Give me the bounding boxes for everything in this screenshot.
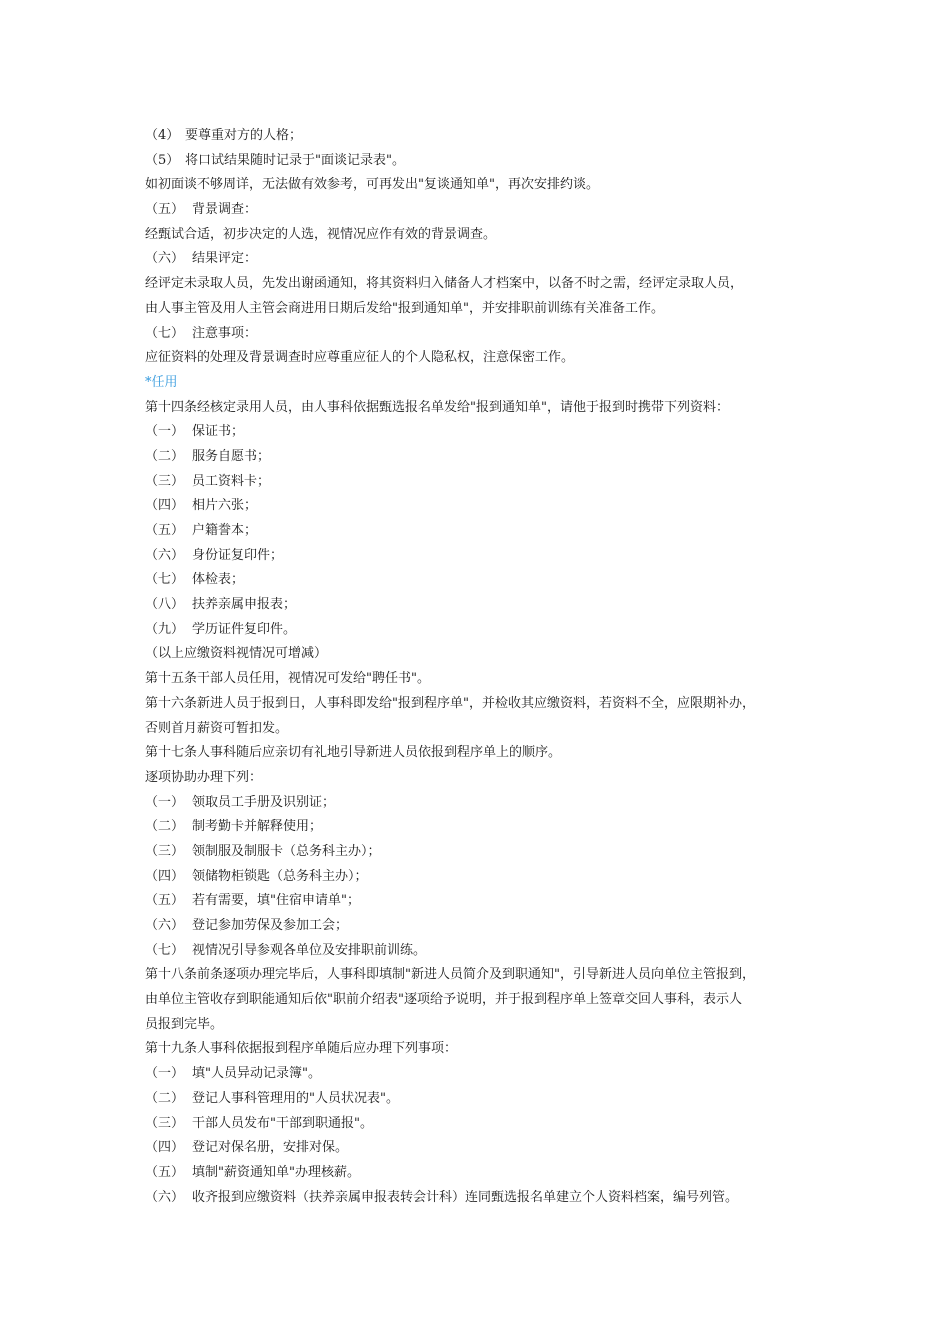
- list-item-text: 填"人员异动记录簿"。: [192, 1066, 321, 1082]
- list-item: [145, 1062, 825, 1087]
- list-item: [145, 124, 825, 149]
- list-item-text: 服务自愿书；: [192, 448, 271, 464]
- list-item-text: 要尊重对方的人格；: [185, 128, 303, 143]
- list-item-text: 注意事项：: [192, 325, 258, 341]
- list-item-number: （二）: [145, 1090, 185, 1106]
- list-item-number: （七）: [145, 942, 185, 958]
- list-item-number: （一）: [145, 424, 185, 440]
- paragraph-line: 第十四条经核定录用人员，由人事科依据甄选报名单发给"报到通知单"，请他于报到时携带下列资料：: [145, 399, 729, 415]
- list-item: [145, 568, 825, 593]
- document-body: [145, 124, 825, 1210]
- list-item-text: 户籍誊本；: [192, 523, 258, 538]
- list-item-number: （八）: [145, 597, 185, 613]
- list-item: [145, 470, 825, 495]
- list-item: [145, 840, 825, 865]
- list-item: [145, 198, 825, 223]
- paragraph-line: 员报到完毕。: [145, 1016, 224, 1032]
- list-item-number: （五）: [145, 202, 185, 218]
- list-item-text: 视情况引导参观各单位及安排职前训练。: [192, 942, 427, 958]
- list-item-text: 干部人员发布"干部到职通报"。: [192, 1115, 373, 1131]
- paragraph-line: 经甄试合适，初步决定的人选，视情况应作有效的背景调查。: [145, 226, 497, 242]
- list-item-text: 制考勤卡并解释使用；: [192, 819, 323, 835]
- list-item-text: 登记参加劳保及参加工会；: [192, 918, 349, 933]
- list-item-text: 相片六张；: [192, 498, 258, 514]
- list-item-number: （六）: [145, 918, 185, 933]
- list-item-number: （七）: [145, 572, 185, 588]
- list-item-number: （三）: [145, 473, 185, 489]
- list-item: [145, 914, 825, 939]
- list-item: [145, 519, 825, 544]
- list-item: [145, 322, 825, 347]
- list-item-number: （五）: [145, 893, 185, 909]
- list-item: [145, 865, 825, 890]
- list-item: [145, 1112, 825, 1137]
- list-item: [145, 593, 825, 618]
- list-item: [145, 618, 825, 643]
- list-item-number: （六）: [145, 251, 185, 267]
- paragraph-line: 第十六条新进人员于报到日，人事科即发给"报到程序单"，并检收其应缴资料，若资料不全，应限期补办，: [145, 695, 755, 711]
- paragraph-line: 由人事主管及用人主管会商进用日期后发给"报到通知单"，并安排职前训练有关准备工作。: [145, 300, 664, 316]
- list-item-text: 填制"薪资通知单"办理核薪。: [192, 1164, 360, 1180]
- section-heading: *任用: [145, 374, 178, 390]
- paragraph-line: 如初面谈不够周详，无法做有效参考，可再发出"复谈通知单"，再次安排约谈。: [145, 177, 599, 193]
- paragraph-line: （以上应缴资料视情况可增减）: [145, 646, 328, 662]
- list-item: [145, 445, 825, 470]
- list-item-number: （4）: [145, 128, 180, 143]
- paragraph-line: 第十五条干部人员任用，视情况可发给"聘任书"。: [145, 671, 430, 687]
- list-item-number: （四）: [145, 498, 185, 514]
- paragraph-line: 由单位主管收存到职能通知后依"职前介绍表"逐项给予说明，并于报到程序单上签章交回人事科，表示人: [145, 992, 742, 1008]
- list-item-text: 登记对保名册，安排对保。: [192, 1140, 349, 1156]
- list-item-number: （二）: [145, 448, 185, 464]
- list-item-text: 保证书；: [192, 424, 245, 440]
- list-item-number: （六）: [145, 547, 185, 563]
- paragraph-line: 逐项协助办理下列：: [145, 769, 263, 785]
- paragraph-line: 第十八条前条逐项办理完毕后，人事科即填制"新进人员简介及到职通知"，引导新进人员向单位主管报到，: [145, 967, 755, 983]
- list-item-number: （六）: [145, 1189, 185, 1205]
- list-item-number: （二）: [145, 819, 185, 835]
- list-item-number: （一）: [145, 1066, 185, 1082]
- list-item: [145, 1161, 825, 1186]
- list-item-number: （九）: [145, 621, 185, 637]
- list-item-text: 收齐报到应缴资料（扶养亲属申报表转会计科）连同甄选报名单建立个人资料档案，编号列管。: [192, 1189, 739, 1205]
- list-item: [145, 247, 825, 272]
- list-item-text: 体检表；: [192, 572, 245, 588]
- list-item: [145, 889, 825, 914]
- list-item: [145, 420, 825, 445]
- list-item-number: （五）: [145, 1164, 185, 1180]
- list-item-text: 领取员工手册及识别证；: [192, 794, 336, 810]
- list-item-text: 背景调查：: [192, 202, 258, 218]
- list-item: [145, 939, 825, 964]
- list-item-number: （一）: [145, 794, 185, 810]
- list-item-text: 学历证件复印件。: [192, 621, 297, 637]
- list-item-text: 领制服及制服卡（总务科主办）；: [192, 843, 381, 859]
- list-item-text: 若有需要，填"住宿申请单"；: [192, 893, 360, 909]
- list-item: [145, 815, 825, 840]
- list-item-text: 登记人事科管理用的"人员状况表"。: [192, 1090, 399, 1106]
- paragraph-line: 否则首月薪资可暂扣发。: [145, 720, 289, 736]
- list-item: [145, 544, 825, 569]
- list-item-number: （5）: [145, 152, 180, 168]
- list-item-text: 扶养亲属申报表；: [192, 597, 297, 613]
- list-item-text: 将口试结果随时记录于"面谈记录表"。: [185, 152, 405, 168]
- paragraph-line: 第十九条人事科依据报到程序单随后应办理下列事项：: [145, 1041, 458, 1057]
- paragraph-line: 第十七条人事科随后应亲切有礼地引导新进人员依报到程序单上的顺序。: [145, 745, 562, 761]
- list-item: [145, 1186, 825, 1211]
- list-item-number: （四）: [145, 868, 185, 884]
- list-item-text: 领储物柜锁匙（总务科主办）；: [192, 868, 368, 884]
- list-item-text: 身份证复印件；: [192, 547, 284, 563]
- list-item: [145, 494, 825, 519]
- paragraph-line: 应征资料的处理及背景调查时应尊重应征人的个人隐私权，注意保密工作。: [145, 350, 575, 366]
- list-item-text: 员工资料卡；: [192, 473, 271, 489]
- paragraph-line: 经评定未录取人员，先发出谢函通知，将其资料归入储备人才档案中，以备不时之需，经评定录取人员，: [145, 276, 744, 292]
- list-item: [145, 791, 825, 816]
- list-item: [145, 1087, 825, 1112]
- list-item-number: （三）: [145, 1115, 185, 1131]
- list-item-number: （五）: [145, 523, 185, 538]
- list-item-number: （三）: [145, 843, 185, 859]
- list-item-number: （七）: [145, 325, 185, 341]
- list-item-number: （四）: [145, 1140, 185, 1156]
- list-item: [145, 1136, 825, 1161]
- list-item: [145, 149, 825, 174]
- list-item-text: 结果评定：: [192, 251, 258, 267]
